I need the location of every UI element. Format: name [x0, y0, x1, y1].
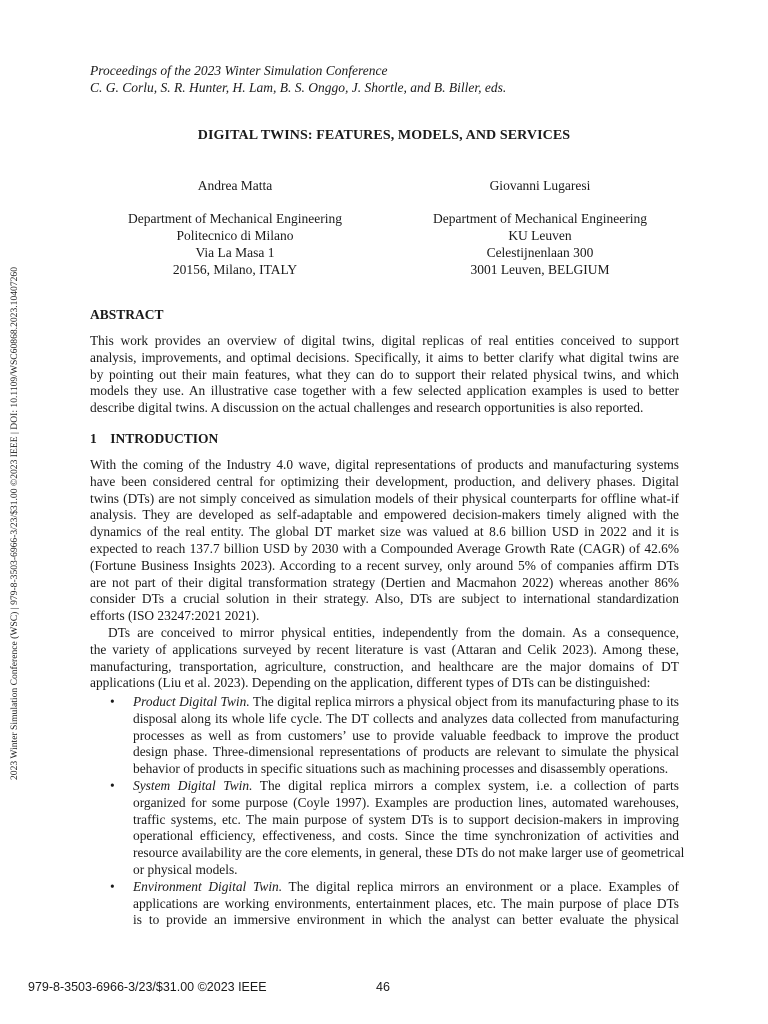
body-line: analysis. They are developed as self-adaptable and empowered decision-makers timely aligned with the — [90, 507, 679, 523]
affiliation-line: Department of Mechanical Engineering — [127, 211, 343, 226]
author-affiliation-1 — [90, 210, 380, 278]
affiliation-line: Via La Masa 1 — [195, 245, 275, 260]
proceedings-line: Proceedings of the 2023 Winter Simulation Conference — [90, 63, 388, 78]
body-line: the variety of applications surveyed by recent literature is vast (Attaran and Celik 2023). Among these, — [90, 641, 679, 657]
bullet-line: traffic systems, etc. The main purpose of system DTs is to support decision-makers in improving — [133, 811, 679, 827]
bullet-line: resource availability are the core elements, in general, these DTs do not make larger use of geometrical — [133, 845, 685, 861]
body-line: efforts (ISO 23247:2021 2021). — [90, 608, 260, 624]
bullet-line: applications are working environments, entertainment places, etc. The main purpose of place DTs — [133, 895, 679, 911]
footer-copyright: 979-8-3503-6966-3/23/$31.00 ©2023 IEEE — [28, 980, 267, 994]
affiliation-line: 20156, Milano, ITALY — [172, 262, 298, 277]
list-item — [90, 694, 679, 778]
bullet-text: The digital replica mirrors an environment or a place. Examples of — [288, 878, 679, 894]
abstract-line: by pointing out their main features, what they can do to support their related physical twins, and which — [90, 366, 679, 382]
affiliation-line: 3001 Leuven, BELGIUM — [470, 262, 610, 277]
bullet-line: or physical models. — [133, 861, 238, 877]
body-line: are not part of their digital transformation strategy (Dertien and Macmahon 2022) whereas another 86% — [90, 574, 679, 590]
introduction-paragraph-2 — [90, 625, 679, 692]
bullet-line: disposal along its whole life cycle. The DT collects and analyzes data collected from manufacturing — [133, 710, 679, 726]
affiliation-line: KU Leuven — [508, 228, 572, 243]
body-line: dynamics of the real entity. The global DT market size was valued at 8.6 billion USD in 2022 and it is — [90, 524, 679, 540]
bullet-line: design phase. Three-dimensional representations of products are relevant to simulate the physical — [133, 744, 679, 760]
affiliation-line: Celestijnenlaan 300 — [486, 245, 594, 260]
body-line: applications (Liu et al. 2023). Depending on the application, different types of DTs can be distinguished: — [90, 675, 651, 691]
introduction-paragraph-1 — [90, 457, 679, 625]
bullet-line: is to provide an immersive environment in which the analyst can better evaluate the physical — [133, 912, 679, 928]
paper-title: DIGITAL TWINS: FEATURES, MODELS, AND SERVICES — [197, 128, 571, 143]
author-affiliation-2 — [390, 210, 690, 278]
body-line: consider DTs a crucial solution in their strategy. Also, DTs are subject to international standardization — [90, 591, 679, 607]
body-line: With the coming of the Industry 4.0 wave, digital representations of products and manufacturing systems — [90, 457, 679, 472]
dt-types-list — [90, 694, 685, 929]
bullet-icon: • — [110, 878, 115, 894]
bullet-first-line — [133, 778, 679, 795]
bullet-term: Environment Digital Twin. — [133, 878, 283, 894]
bullet-icon: • — [110, 694, 115, 709]
abstract-line: analysis, improvements, and optimal decisions. Specifically, it aims to better clarify what digital twins are — [90, 349, 679, 365]
body-line: twins (DTs) are not simply conceived as simulation models of their physical counterparts for offline what-if — [90, 490, 679, 506]
page-number: 46 — [376, 980, 390, 994]
body-line: (Fortune Business Insights 2023). According to a recent survey, only around 5% of companies affirm DTs — [90, 557, 679, 573]
author-name-2: Giovanni Lugaresi — [489, 178, 591, 193]
abstract-line: describe digital twins. A discussion on the actual challenges and research opportunities is also reported. — [90, 400, 644, 416]
body-line: DTs are conceived to mirror physical entities, independently from the domain. As a consequence, — [108, 625, 679, 640]
author-name-1: Andrea Matta — [197, 178, 273, 193]
abstract-line: This work provides an overview of digital twins, digital replicas of real entities conceived to support — [90, 333, 679, 348]
affiliation-line: Department of Mechanical Engineering — [432, 211, 648, 226]
bullet-text: The digital replica mirrors a complex system, i.e. a collection of parts — [259, 777, 679, 793]
bullet-text: The digital replica mirrors a physical object from its manufacturing phase to its — [252, 694, 679, 709]
bullet-first-line — [133, 694, 679, 711]
abstract-heading: ABSTRACT — [90, 307, 164, 322]
bullet-line: organized for some purpose (Coyle 1997). Examples are production lines, automated warehouses, — [133, 794, 679, 810]
editors-line: C. G. Corlu, S. R. Hunter, H. Lam, B. S. Onggo, J. Shortle, and B. Biller, eds. — [90, 80, 507, 95]
bullet-line: behavior of products in specific situations such as machining processes and disassembly operations. — [133, 761, 669, 777]
proceedings-header — [90, 62, 506, 96]
list-item — [90, 879, 679, 929]
bullet-first-line — [133, 879, 679, 896]
bullet-line: processes as well as from customers’ use to provide valuable feedback to improve the product — [133, 727, 679, 743]
body-line: expected to reach 137.7 billion USD by 2030 with a Compounded Average Growth Rate (CAGR) of 42.6% — [90, 540, 679, 556]
body-line: manufacturing, transportation, agriculture, construction, and healthcare are the major domains of DT — [90, 658, 679, 674]
abstract-line: models they use. An illustrative case together with a few selected application examples is used to better — [90, 383, 679, 399]
list-item — [90, 777, 685, 879]
bullet-term: Product Digital Twin. — [133, 694, 250, 709]
bullet-icon: • — [110, 777, 115, 793]
bullet-line: operational efficiency, effectiveness, and costs. Since the time synchronization of activities and — [133, 828, 679, 844]
body-line: have been considered central for optimizing their development, production, and delivery phases. Digital — [90, 473, 679, 489]
abstract-body — [90, 333, 679, 417]
introduction-heading: 1 INTRODUCTION — [90, 431, 219, 446]
doi-sidebar: 2023 Winter Simulation Conference (WSC) | 979-8-3503-6966-3/23/$31.00 ©2023 IEEE | DOI: 10.1109/WSC60868.2023.10407260 — [9, 266, 20, 780]
affiliation-line: Politecnico di Milano — [176, 228, 294, 243]
bullet-term: System Digital Twin. — [133, 777, 253, 793]
